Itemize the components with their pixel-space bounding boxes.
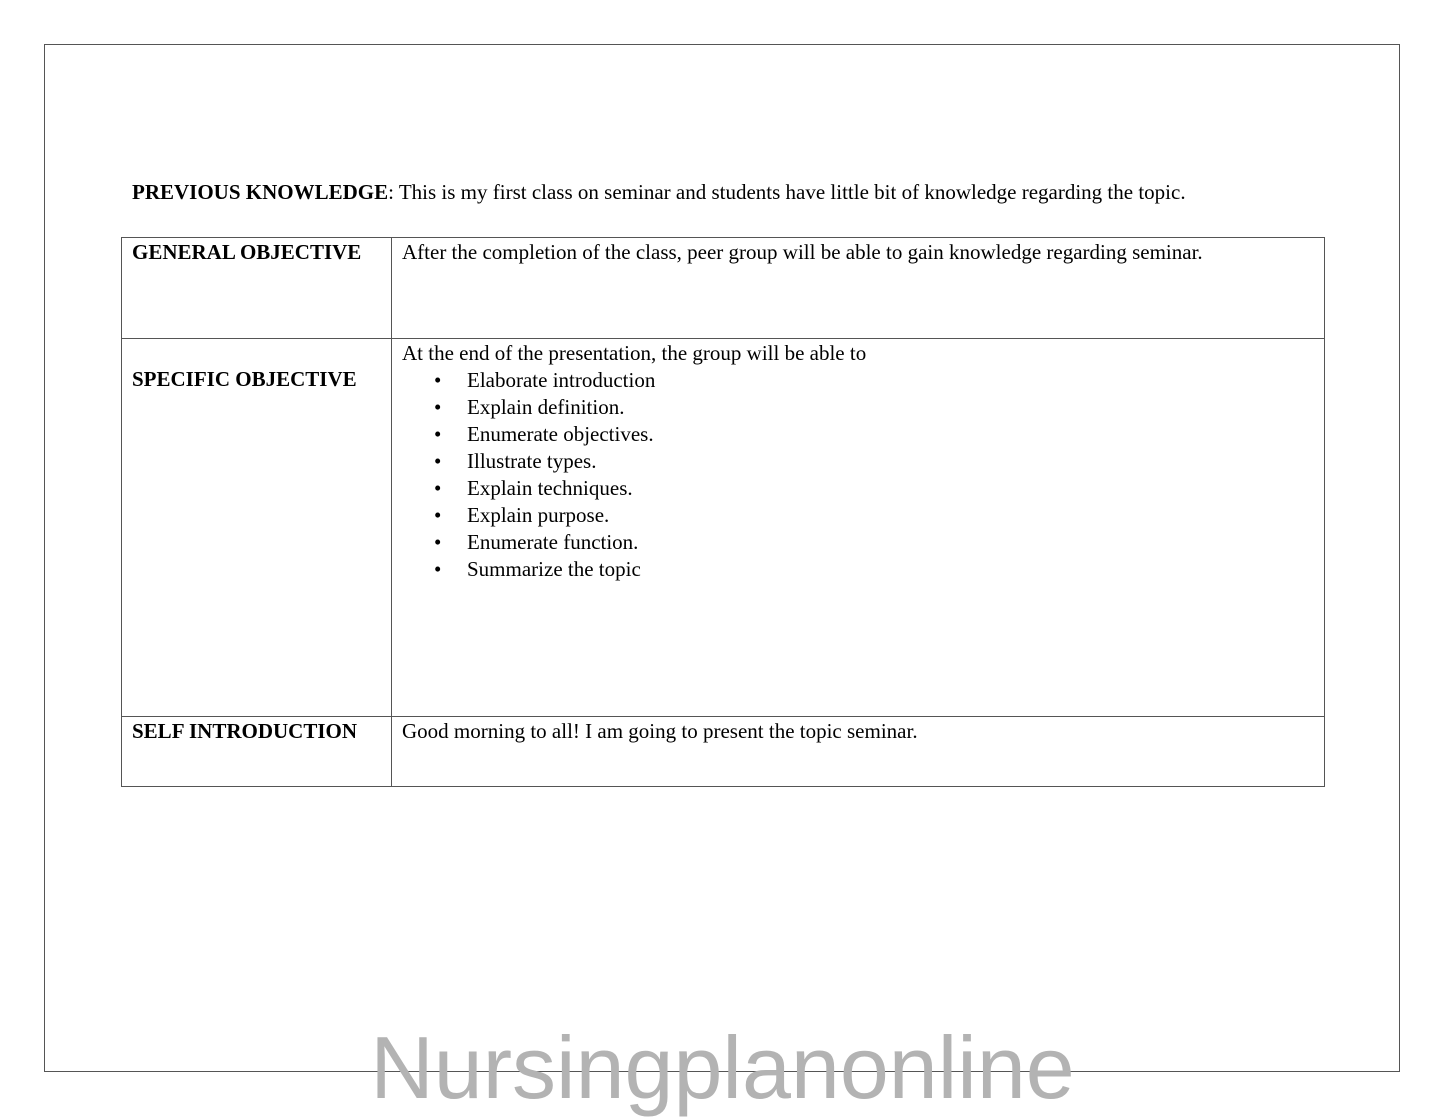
watermark: Nursingplanonline <box>370 1018 1075 1117</box>
bullet-icon: • <box>434 368 442 392</box>
list-item-text: Illustrate types. <box>467 449 597 473</box>
lesson-plan-table <box>121 237 1325 787</box>
specific-objective-intro: At the end of the presentation, the group will be able to <box>402 341 867 365</box>
specific-objective-list <box>402 367 1314 583</box>
specific-objective-cell <box>392 339 1325 717</box>
list-item <box>402 367 1314 394</box>
table-row-general-objective <box>122 238 1325 339</box>
list-item-text: Summarize the topic <box>467 557 641 581</box>
list-item <box>402 421 1314 448</box>
previous-knowledge <box>132 178 1186 206</box>
list-item <box>402 475 1314 502</box>
specific-objective-label: SPECIFIC OBJECTIVE <box>122 339 392 717</box>
list-item-text: Elaborate introduction <box>467 368 656 392</box>
list-item <box>402 448 1314 475</box>
list-item <box>402 394 1314 421</box>
list-item-text: Enumerate function. <box>467 530 639 554</box>
list-item <box>402 502 1314 529</box>
list-item-text: Explain techniques. <box>467 476 633 500</box>
bullet-icon: • <box>434 476 442 500</box>
list-item <box>402 529 1314 556</box>
list-item <box>402 556 1314 583</box>
bullet-icon: • <box>434 557 442 581</box>
list-item-text: Explain definition. <box>467 395 625 419</box>
self-introduction-label: SELF INTRODUCTION <box>122 717 392 787</box>
list-item-text: Enumerate objectives. <box>467 422 654 446</box>
general-objective-label: GENERAL OBJECTIVE <box>122 238 392 339</box>
bullet-icon: • <box>434 503 442 527</box>
table-row-self-introduction <box>122 717 1325 787</box>
general-objective-text: After the completion of the class, peer group will be able to gain knowledge regarding seminar. <box>392 238 1325 339</box>
table-row-specific-objective <box>122 339 1325 717</box>
bullet-icon: • <box>434 449 442 473</box>
previous-knowledge-label: PREVIOUS KNOWLEDGE <box>132 180 389 204</box>
bullet-icon: • <box>434 530 442 554</box>
list-item-text: Explain purpose. <box>467 503 610 527</box>
bullet-icon: • <box>434 395 442 419</box>
bullet-icon: • <box>434 422 442 446</box>
previous-knowledge-text: : This is my first class on seminar and students have little bit of knowledge regarding the topic. <box>388 180 1186 204</box>
self-introduction-text: Good morning to all! I am going to present the topic seminar. <box>392 717 1325 787</box>
